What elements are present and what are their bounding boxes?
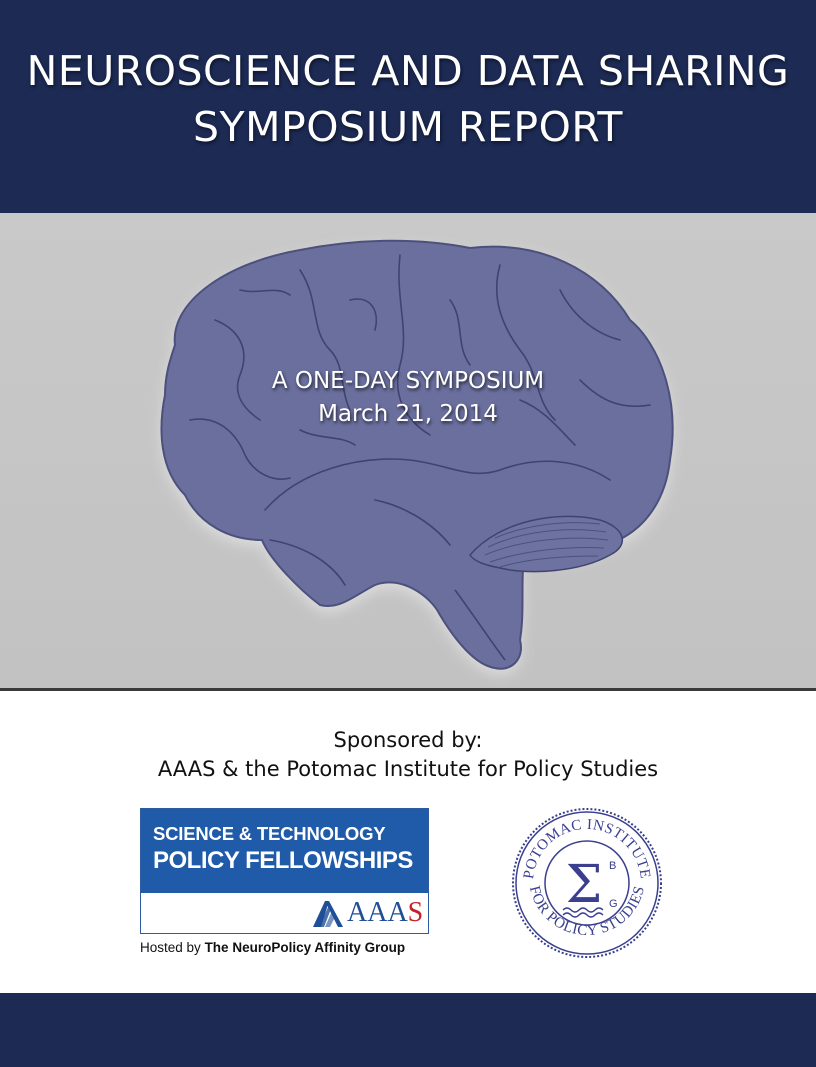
hosted-by-caption bbox=[140, 940, 405, 955]
seal-letter-g: G bbox=[609, 898, 618, 910]
sigma-symbol: Σ bbox=[565, 855, 603, 915]
footer-band bbox=[0, 993, 816, 1067]
symposium-subtitle bbox=[0, 365, 816, 431]
aaas-wordmark-prefix: AAA bbox=[347, 897, 408, 928]
sponsored-by-label: Sponsored by: bbox=[333, 728, 483, 752]
aaas-logo-line-1: SCIENCE & TECHNOLOGY bbox=[153, 823, 386, 844]
aaas-logo-line-2: POLICY FELLOWSHIPS bbox=[153, 847, 413, 874]
hosted-by-prefix: Hosted by bbox=[140, 940, 201, 955]
hero-image-band bbox=[0, 213, 816, 691]
title-banner bbox=[0, 0, 816, 213]
brain-shape bbox=[162, 241, 673, 669]
symposium-date: March 21, 2014 bbox=[318, 401, 498, 427]
seal-letter-b: B bbox=[609, 860, 617, 872]
seal-ring-top-text: POTOMAC INSTITUTE bbox=[521, 816, 653, 880]
report-title-line-1: NEUROSCIENCE AND DATA SHARING bbox=[26, 46, 790, 95]
aaas-wordmark-suffix: S bbox=[407, 897, 424, 928]
subtitle-line-1: A ONE-DAY SYMPOSIUM bbox=[271, 368, 545, 394]
sponsor-section bbox=[0, 726, 816, 784]
sponsor-names: AAAS & the Potomac Institute for Policy Studies bbox=[157, 757, 659, 781]
hosted-by-name: The NeuroPolicy Affinity Group bbox=[204, 940, 406, 955]
brain-illustration bbox=[0, 213, 816, 688]
aaas-fellowships-logo bbox=[140, 808, 429, 934]
aaas-logo-banner bbox=[141, 809, 428, 893]
report-title-line-2: SYMPOSIUM REPORT bbox=[193, 102, 623, 151]
potomac-institute-seal bbox=[511, 807, 663, 959]
aaas-wordmark bbox=[347, 897, 423, 929]
seal-ring-bottom-text: FOR POLICY STUDIES bbox=[525, 884, 649, 940]
